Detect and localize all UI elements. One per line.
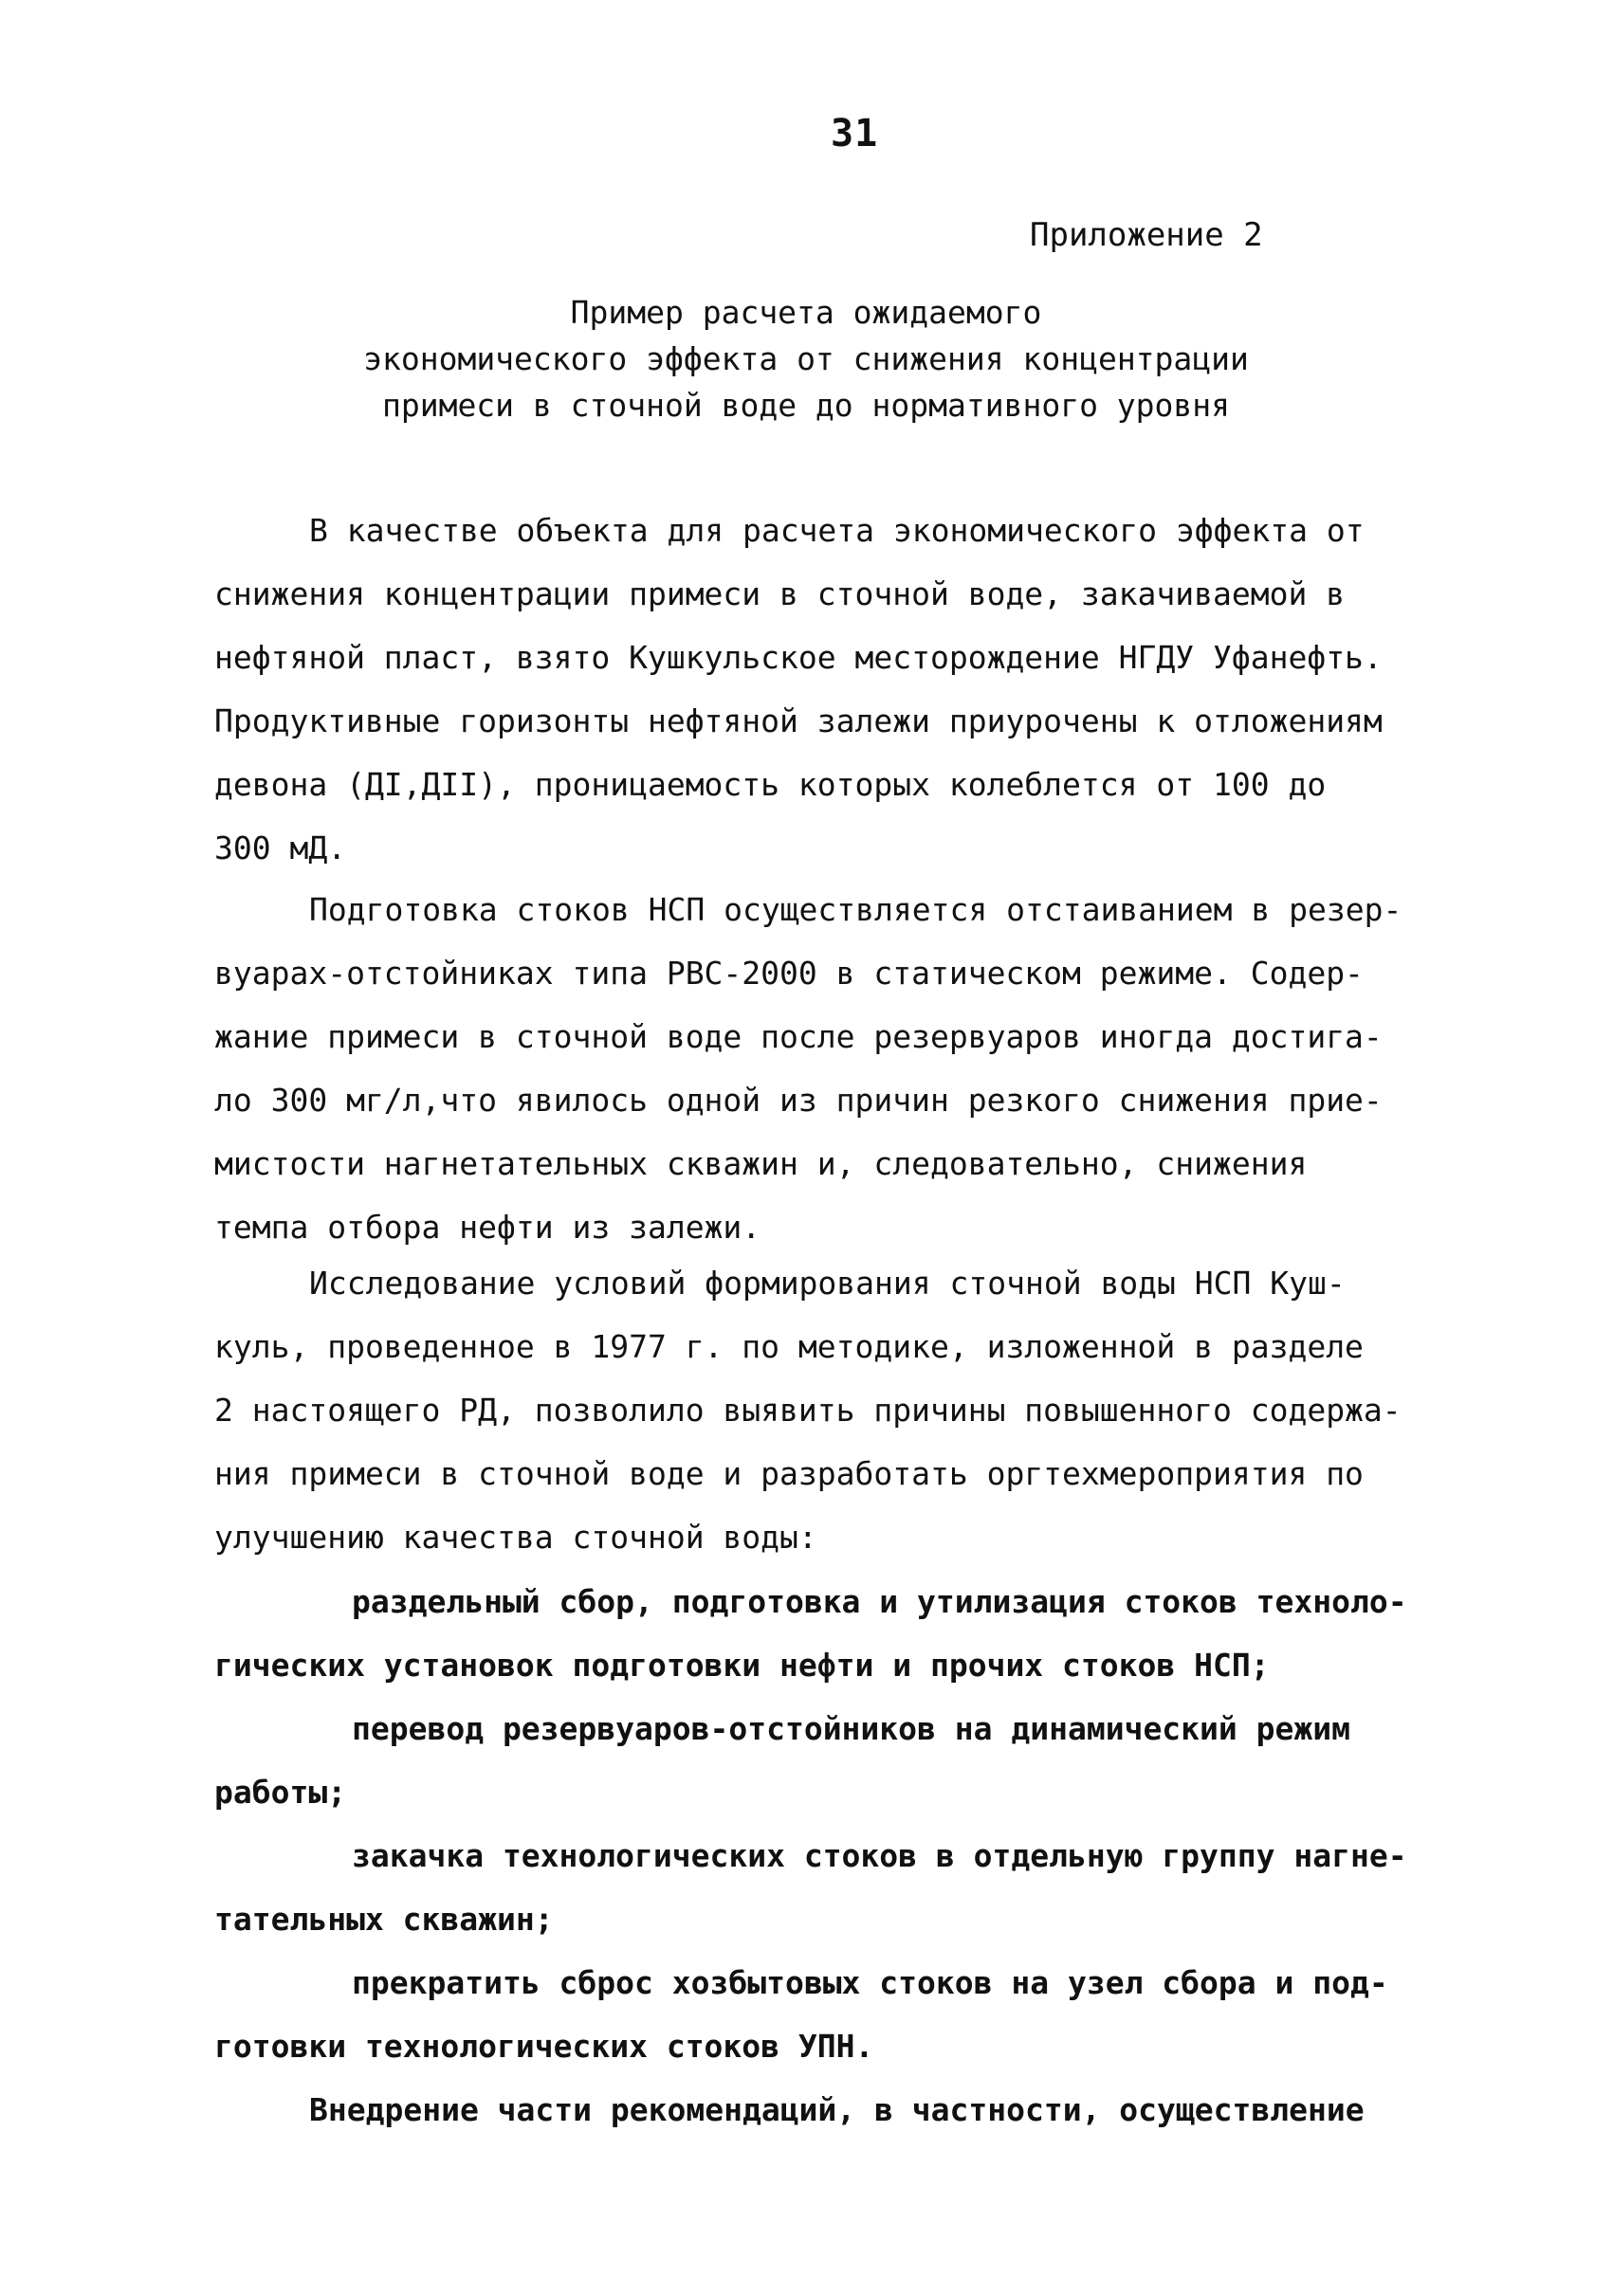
text-line: девона (ДI,ДII), проницаемость которых колеблется от 100 до bbox=[214, 766, 1327, 803]
text-line: мистости нагнетательных скважин и, следовательно, снижения bbox=[214, 1145, 1308, 1182]
list-item-line: работы; bbox=[214, 1774, 347, 1811]
text-line: нефтяной пласт, взято Кушкульское месторождение НГДУ Уфанефть. bbox=[214, 639, 1383, 676]
text-line: ния примеси в сточной воде и разработать оргтехмероприятия по bbox=[214, 1455, 1364, 1492]
text-line: Подготовка стоков НСП осуществляется отстаиванием в резер- bbox=[309, 891, 1402, 928]
list-item-line: раздельный сбор, подготовка и утилизация стоков техноло- bbox=[352, 1583, 1407, 1620]
text-line: 2 настоящего РД, позволило выявить причины повышенного содержа- bbox=[214, 1392, 1402, 1429]
text-line: ло 300 мг/л,что явилось одной из причин резкого снижения прие- bbox=[214, 1082, 1383, 1119]
page-number: 31 bbox=[831, 112, 879, 155]
list-item-line: прекратить сброс хозбытовых стоков на узел сбора и под- bbox=[352, 1964, 1388, 2001]
document-title bbox=[247, 289, 1366, 428]
text-line: вуарах-отстойниках типа РВС-2000 в статическом режиме. Содер- bbox=[214, 955, 1364, 992]
list-item-line: готовки технологических стоков УПН. bbox=[214, 2028, 874, 2065]
text-line: куль, проведенное в 1977 г. по методике, изложенной в разделе bbox=[214, 1328, 1364, 1365]
text-line: жание примеси в сточной воде после резервуаров иногда достига- bbox=[214, 1018, 1383, 1055]
text-line: улучшению качества сточной воды: bbox=[214, 1519, 817, 1556]
title-line: экономического эффекта от снижения концентрации bbox=[363, 340, 1249, 377]
title-line: примеси в сточной воде до нормативного уровня bbox=[381, 387, 1231, 424]
title-line: Пример расчета ожидаемого bbox=[570, 294, 1042, 331]
text-line: Исследование условий формирования сточной воды НСП Куш- bbox=[309, 1265, 1346, 1302]
text-line: Внедрение части рекомендаций, в частности, осуществление bbox=[309, 2091, 1365, 2128]
list-item-line: тательных скважин; bbox=[214, 1901, 554, 1938]
text-line: 300 мД. bbox=[214, 829, 347, 866]
text-line: В качестве объекта для расчета экономического эффекта от bbox=[309, 512, 1365, 549]
text-line: снижения концентрации примеси в сточной воде, закачиваемой в bbox=[214, 575, 1346, 612]
list-item-line: закачка технологических стоков в отдельную группу нагне- bbox=[352, 1837, 1407, 1874]
list-item-line: перевод резервуаров-отстойников на динамический режим bbox=[352, 1710, 1350, 1747]
text-line: Продуктивные горизонты нефтяной залежи приурочены к отложениям bbox=[214, 702, 1383, 739]
list-item-line: гических установок подготовки нефти и прочих стоков НСП; bbox=[214, 1647, 1270, 1684]
text-line: темпа отбора нефти из залежи. bbox=[214, 1209, 761, 1246]
appendix-label: Приложение 2 bbox=[1030, 216, 1263, 254]
